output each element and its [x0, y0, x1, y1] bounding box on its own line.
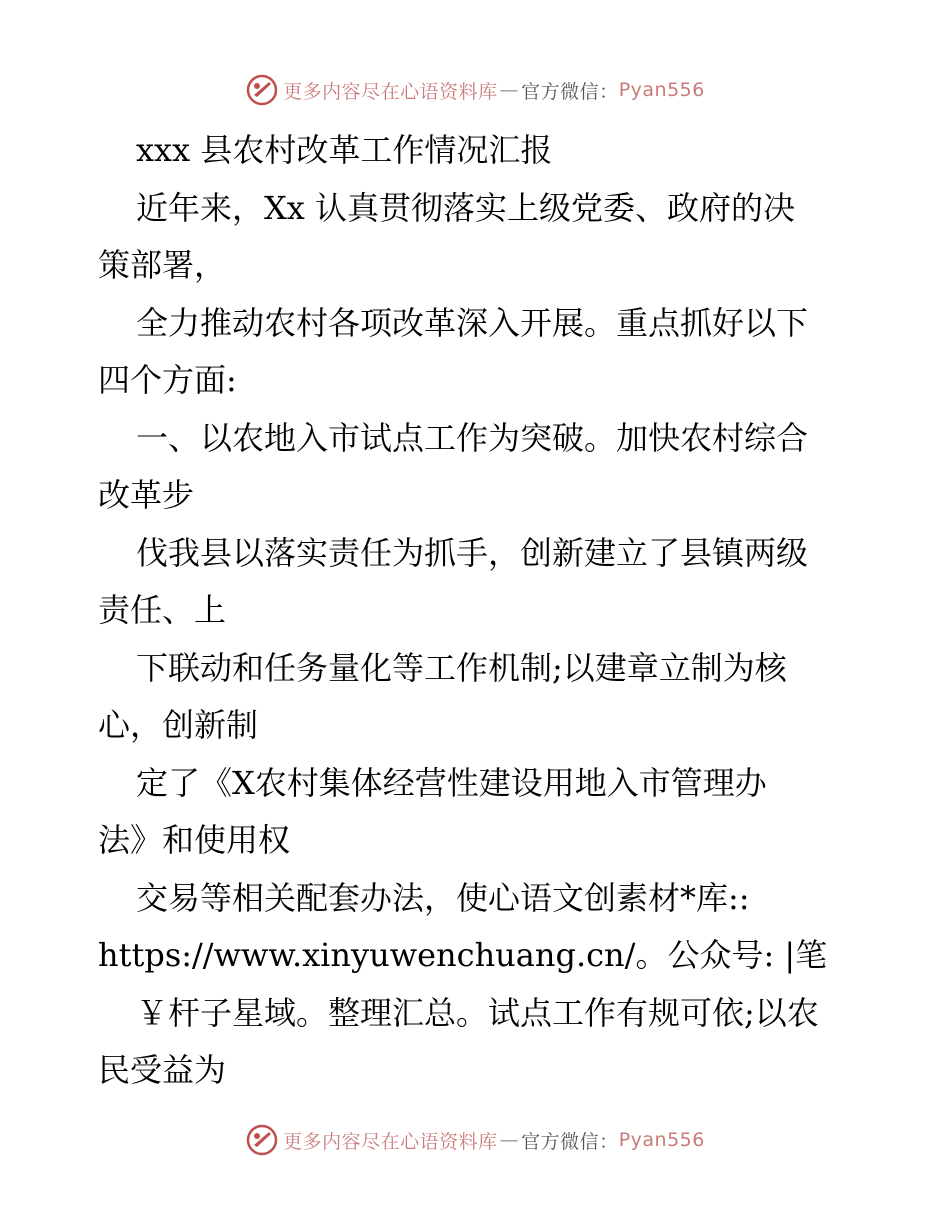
paragraph-line: 一、以农地入市试点工作为突破。加快农村综合 [136, 418, 809, 457]
banner-separator: — [499, 79, 520, 101]
paragraph-line: 策部署， [98, 246, 227, 284]
banner-text: 更多内容尽在心语资料库 [283, 1130, 498, 1153]
paragraph-line: 责任、上 [98, 591, 227, 629]
wechat-label: 官方微信： [521, 80, 619, 103]
paragraph-line: 定了《X农村集体经营性建设用地入市管理办 [136, 763, 767, 802]
document-title: xxx 县农村改革工作情况汇报 [136, 131, 553, 169]
header-banner [0, 70, 950, 110]
paragraph-line: 民受益为 [98, 1051, 227, 1089]
paragraph-line: https://www.xinyuwenchuang.cn/。公众号: |笔 [98, 936, 828, 974]
paragraph-line: 法》和使用权 [98, 821, 291, 859]
paragraph-line: ￥杆子星域。整理汇总。试点工作有规可依;以农 [136, 993, 819, 1032]
banner-separator: — [499, 1129, 520, 1151]
paragraph-line: 心，创新制 [98, 706, 259, 744]
paragraph-line: 全力推动农村各项改革深入开展。重点抓好以下 [136, 303, 809, 342]
banner-text: 更多内容尽在心语资料库 [283, 80, 498, 103]
paragraph-line: 交易等相关配套办法，使心语文创素材*库:: [136, 878, 750, 917]
footer-banner [0, 1120, 950, 1160]
wechat-id: Pyan556 [618, 1129, 705, 1151]
brand-logo-icon [245, 1123, 279, 1157]
paragraph-line: 改革步 [98, 476, 195, 514]
paragraph-line: 四个方面: [98, 361, 237, 399]
wechat-id: Pyan556 [618, 79, 705, 101]
paragraph-line: 伐我县以落实责任为抓手，创新建立了县镇两级 [136, 533, 809, 572]
paragraph-line: 下联动和任务量化等工作机制;以建章立制为核 [136, 648, 787, 687]
wechat-label: 官方微信： [521, 1130, 619, 1153]
document-body [98, 122, 858, 1100]
brand-logo-icon [245, 73, 279, 107]
paragraph-line: 近年来，Xx 认真贯彻落实上级党委、政府的决 [136, 188, 796, 227]
